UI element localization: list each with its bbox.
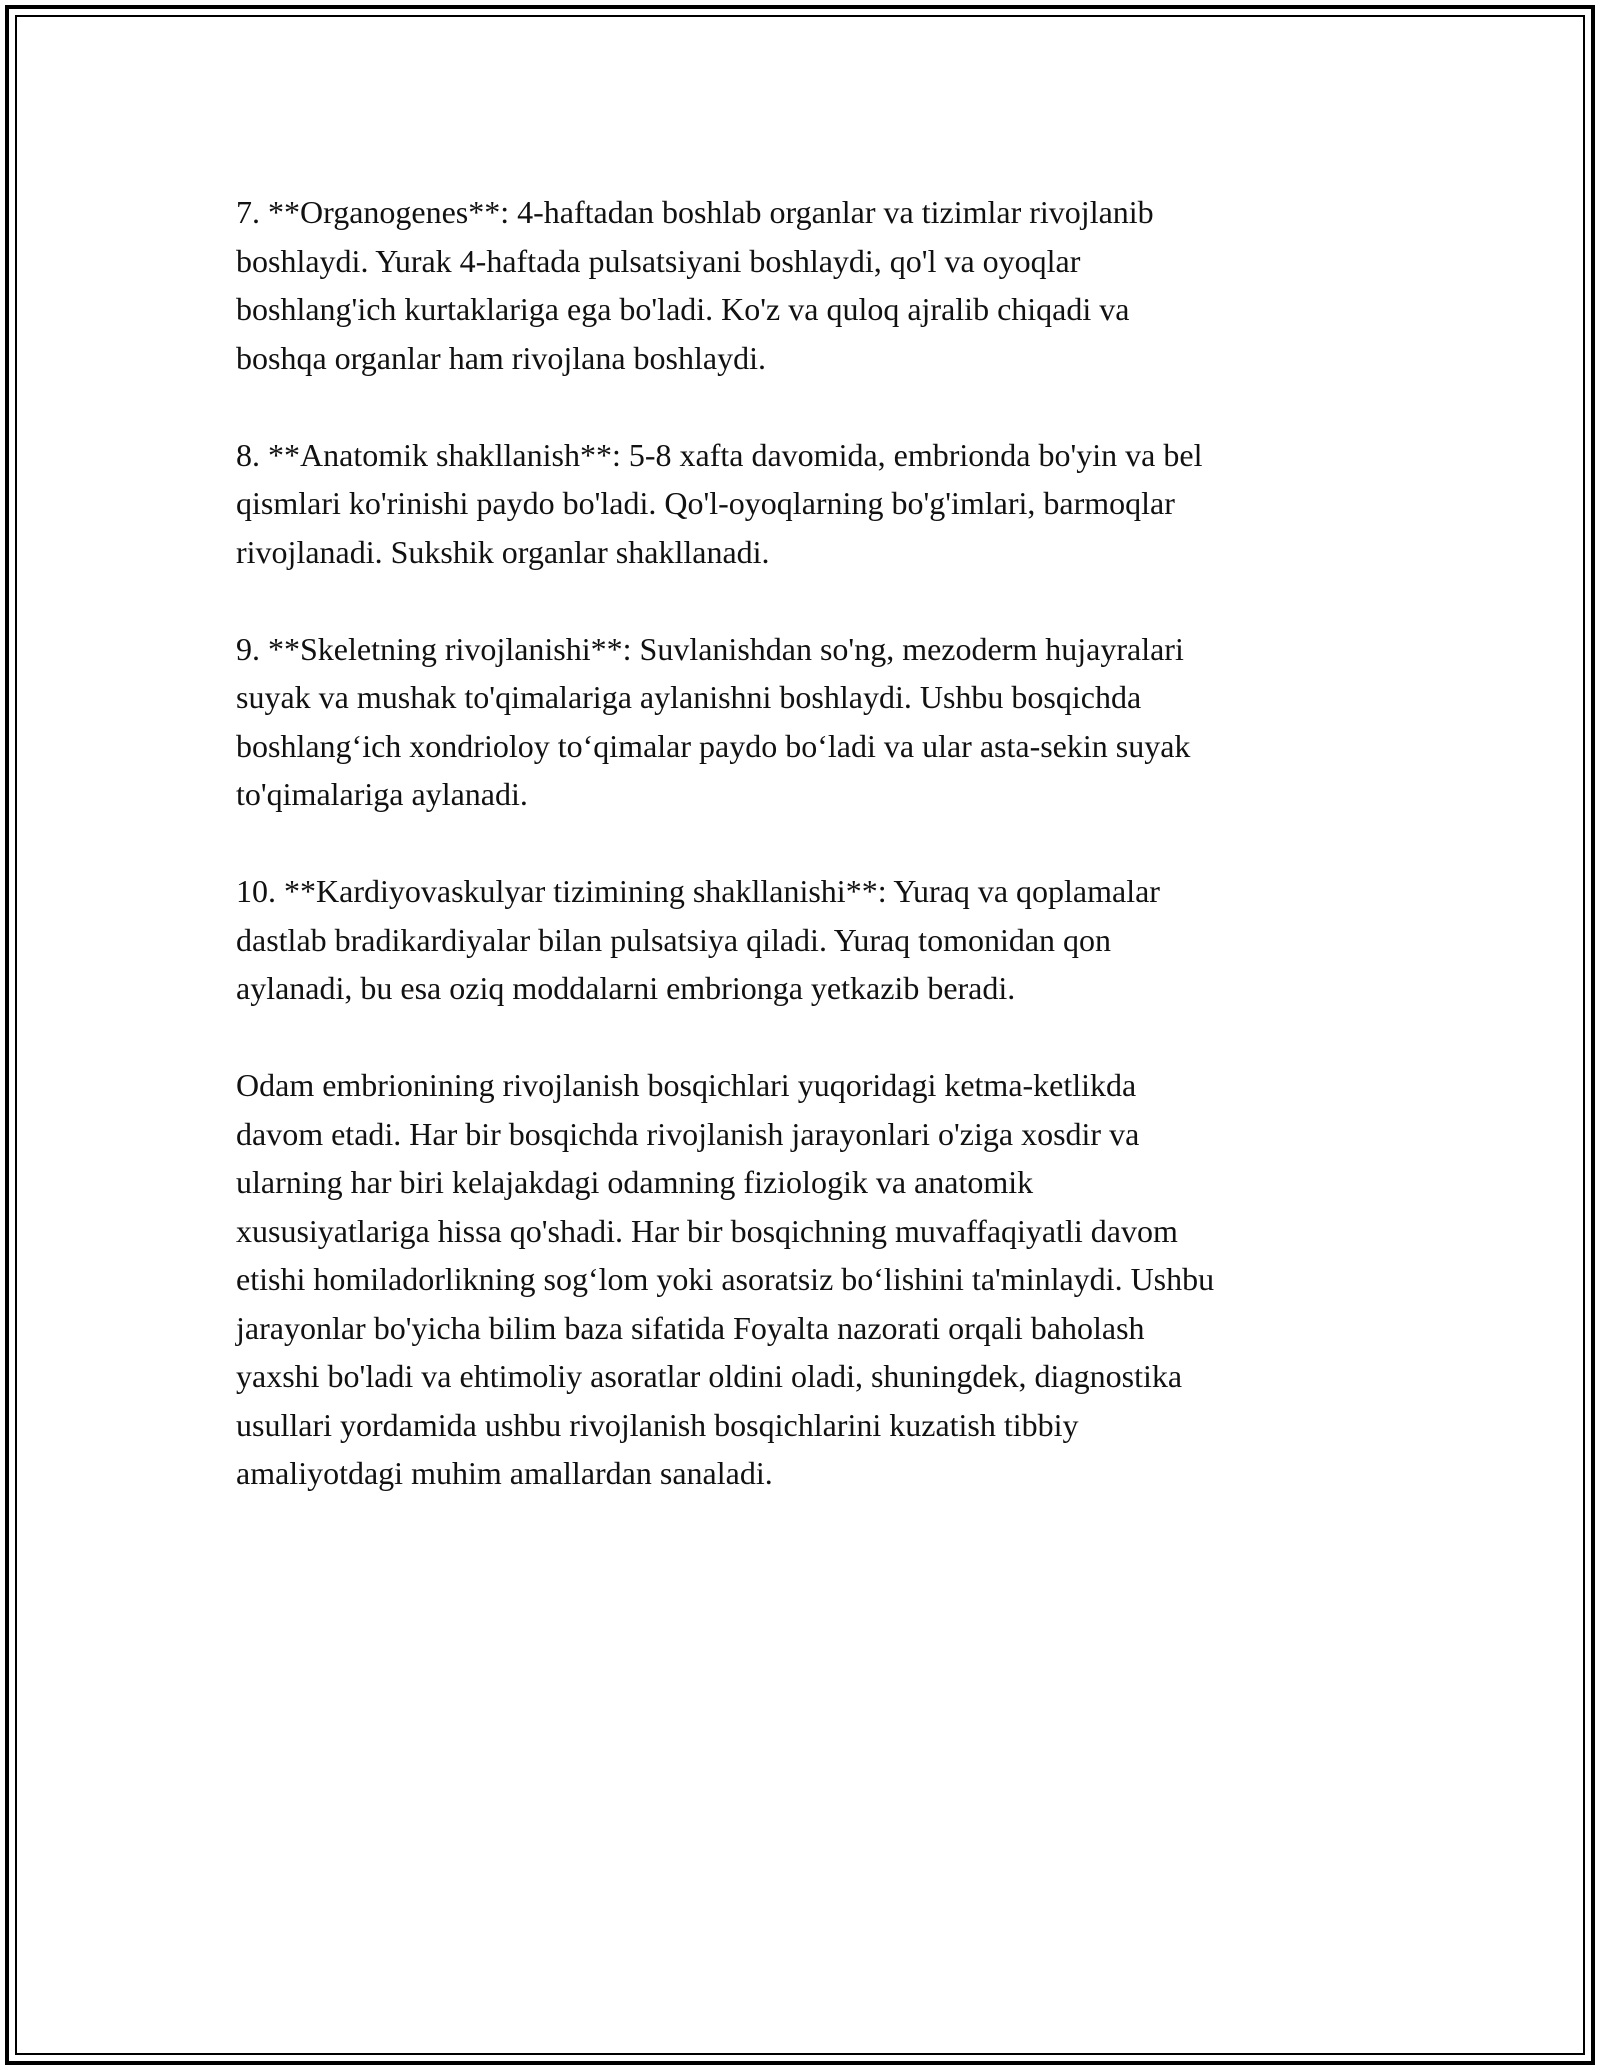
paragraph-anatomik-shakllanish: 8. **Anatomik shakllanish**: 5-8 xafta davomida, embrionda bo'yin va bel qismlari ko'rinishi paydo bo'ladi. Qo'l-oyoqlarning bo'g'imlari, barmoqlar rivojlanadi. Sukshik organlar shakllanadi. [236,436,1203,570]
paragraph-organogenes: 7. **Organogenes**: 4-haftadan boshlab organlar va tizimlar rivojlanib boshlaydi. Yurak 4-haftada pulsatsiyani boshlaydi, qo'l va oyoqlar boshlang'ich kurtaklariga ega bo'ladi. Ko'z va quloq ajralib chiqadi va boshqa organlar ham rivojlana boshlaydi. [236,194,1154,376]
document-body [236,188,1376,1498]
paragraph-skeletning-rivojlanishi: 9. **Skeletning rivojlanishi**: Suvlanishdan so'ng, mezoderm hujayralari suyak va mushak to'qimalariga aylanishni boshlaydi. Ushbu bosqichda boshlang‘ich xondrioloy to‘qimalar paydo bo‘ladi va ular asta-sekin suyak to'qimalariga aylanadi. [236,630,1191,812]
paragraph-kardiyovaskulyar: 10. **Kardiyovaskulyar tizimining shakllanishi**: Yuraq va qoplamalar dastlab bradikardiyalar bilan pulsatsiya qiladi. Yuraq tomonidan qon aylanadi, bu esa oziq moddalarni embrionga yetkazib beradi. [236,873,1160,1006]
paragraph-conclusion: Odam embrionining rivojlanish bosqichlari yuqoridagi ketma-ketlikda davom etadi. Har bir bosqichda rivojlanish jarayonlari o'ziga xosdir va ularning har biri kelajakdagi odamning fiziologik va anatomik xususiyatlariga hissa qo'shadi. Har bir bosqichning muvaffaqiyatli davom etishi homiladorlikning sog‘lom yoki asoratsiz bo‘lishini ta'minlaydi. Ushbu jarayonlar bo'yicha bilim baza sifatida Foyalta nazorati orqali baholash yaxshi bo'ladi va ehtimoliy asoratlar oldini oladi, shuningdek, diagnostika usullari yordamida ushbu rivojlanish bosqichlarini kuzatish tibbiy amaliyotdagi muhim amallardan sanaladi. [236,1067,1215,1491]
